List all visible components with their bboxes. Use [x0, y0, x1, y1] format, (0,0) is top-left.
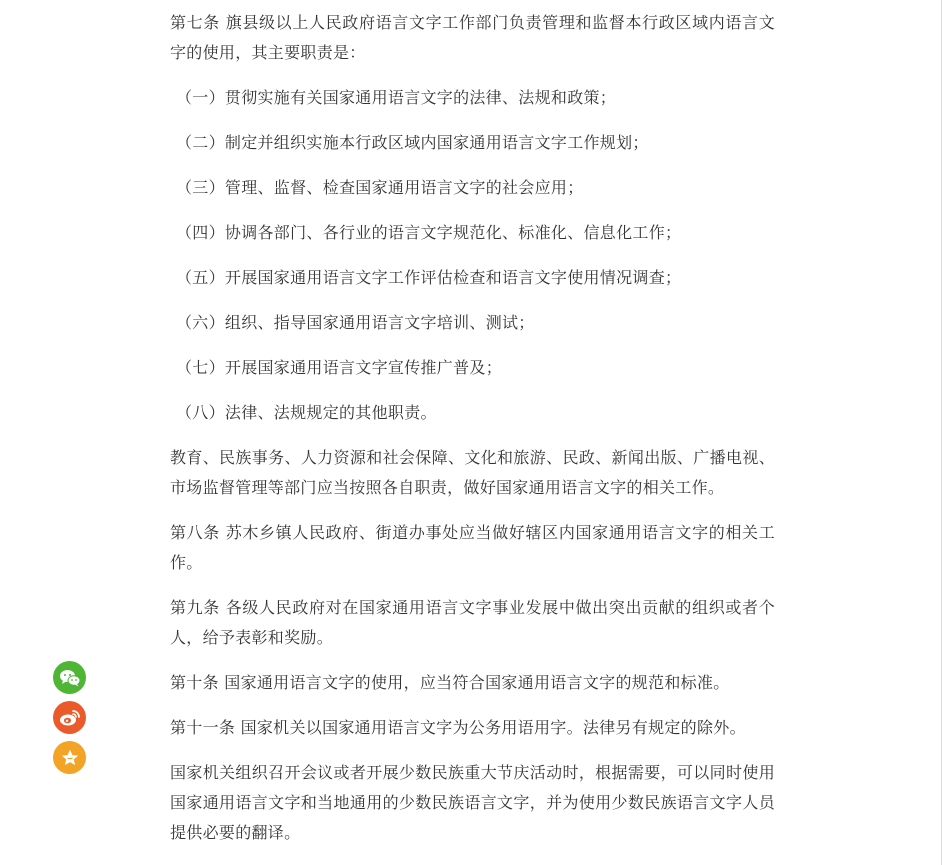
duty-list-item: （七）开展国家通用语言文字宣传推广普及；	[176, 358, 503, 377]
share-weibo-button[interactable]	[53, 701, 86, 734]
share-wechat-button[interactable]	[53, 661, 86, 694]
duty-list-item: （二）制定并组织实施本行政区域内国家通用语言文字工作规划；	[176, 133, 649, 152]
article-paragraph: 第七条 旗县级以上人民政府语言文字工作部门负责管理和监督本行政区域内语言文字的使用，其主要职责是：	[170, 13, 775, 62]
weibo-icon	[59, 709, 81, 727]
article-paragraph: 教育、民族事务、人力资源和社会保障、文化和旅游、民政、新闻出版、广播电视、市场监督管理等部门应当按照各自职责，做好国家通用语言文字的相关工作。	[170, 448, 775, 497]
article-paragraph: 第十一条 国家机关以国家通用语言文字为公务用语用字。法律另有规定的除外。	[170, 718, 746, 737]
duty-list-item: （三）管理、监督、检查国家通用语言文字的社会应用；	[176, 178, 584, 197]
article-paragraph: 国家机关组织召开会议或者开展少数民族重大节庆活动时，根据需要，可以同时使用国家通用语言文字和当地通用的少数民族语言文字，并为使用少数民族语言文字人员提供必要的翻译。	[170, 763, 775, 842]
star-icon	[60, 748, 80, 768]
article-paragraph: 第十条 国家通用语言文字的使用，应当符合国家通用语言文字的规范和标准。	[170, 673, 730, 692]
share-bar	[53, 661, 87, 781]
article-body	[170, 8, 775, 863]
favorite-button[interactable]	[53, 741, 86, 774]
article-paragraph: 第八条 苏木乡镇人民政府、街道办事处应当做好辖区内国家通用语言文字的相关工作。	[170, 523, 775, 572]
wechat-icon	[59, 669, 81, 687]
article-paragraph: 第九条 各级人民政府对在国家通用语言文字事业发展中做出突出贡献的组织或者个人，给予表彰和奖励。	[170, 598, 775, 647]
duty-list-item: （六）组织、指导国家通用语言文字培训、测试；	[176, 313, 535, 332]
duty-list-item: （四）协调各部门、各行业的语言文字规范化、标准化、信息化工作；	[176, 223, 682, 242]
duty-list-item: （八）法律、法规规定的其他职责。	[176, 403, 437, 422]
duty-list-item: （一）贯彻实施有关国家通用语言文字的法律、法规和政策；	[176, 88, 617, 107]
duty-list-item: （五）开展国家通用语言文字工作评估检查和语言文字使用情况调查；	[176, 268, 682, 287]
